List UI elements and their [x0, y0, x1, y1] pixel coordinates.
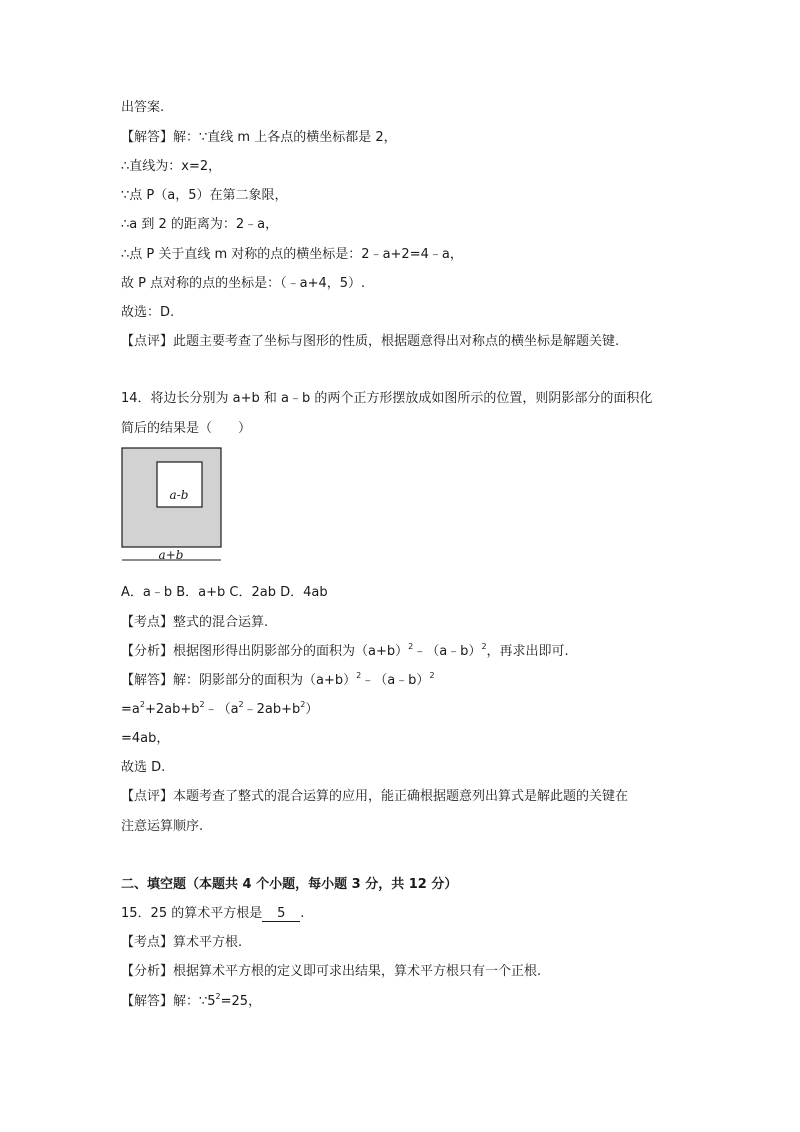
- text-line: 故选 D.: [121, 760, 166, 775]
- text-line: 【考点】算术平方根.: [121, 935, 243, 950]
- text-line: [121, 993, 261, 1011]
- superscript: 2: [408, 642, 414, 651]
- answer-options: A．a﹣b B．a+b C．2ab D．4ab: [121, 585, 328, 600]
- superscript: 2: [300, 700, 306, 709]
- text-segment: 【解答】解：∵5: [121, 994, 216, 1009]
- inner-square-label: a-b: [169, 488, 189, 502]
- text-line: 【点评】本题考查了整式的混合运算的应用，能正确根据题意列出算式是解此题的关键在: [121, 789, 629, 804]
- text-line: 注意运算顺序.: [121, 819, 204, 834]
- text-segment: ﹣（a﹣b）: [361, 673, 430, 688]
- text-line: ∴a 到 2 的距离为：2﹣a，: [121, 217, 279, 232]
- text-segment: 【分析】根据图形得出阴影部分的面积为（a+b）: [121, 644, 409, 659]
- superscript: 2: [429, 671, 435, 680]
- text-segment: .: [300, 906, 305, 921]
- text-segment: +2ab+b: [144, 702, 200, 717]
- question-15-stem: [121, 905, 304, 923]
- text-line: [121, 643, 569, 661]
- text-line: ∴直线为：x=2，: [121, 159, 222, 174]
- text-segment: 15．25 的算术平方根是: [121, 906, 263, 921]
- superscript: 2: [481, 642, 487, 651]
- text-line: 【分析】根据算术平方根的定义即可求出结果，算术平方根只有一个正根.: [121, 964, 542, 979]
- text-line: [121, 701, 318, 719]
- section-heading: 二、填空题（本题共 4 个小题，每小题 3 分，共 12 分）: [121, 877, 458, 892]
- text-line: 故 P 点对称的点的坐标是：（﹣a+4，5）.: [121, 276, 366, 291]
- text-line: 出答案.: [121, 100, 165, 115]
- text-line: 【考点】整式的混合运算.: [121, 615, 269, 630]
- text-segment: ）: [305, 702, 319, 717]
- superscript: 2: [215, 992, 221, 1001]
- question-14-stem: 14．将边长分别为 a+b 和 a﹣b 的两个正方形摆放成如图所示的位置，则阴影部分的面积化: [121, 391, 653, 406]
- superscript: 2: [139, 700, 145, 709]
- text-line: ∵点 P（a，5）在第二象限，: [121, 188, 288, 203]
- text-segment: ﹣（a: [204, 702, 239, 717]
- superscript: 2: [199, 700, 205, 709]
- answer-blank: 5: [262, 907, 300, 922]
- text-line: 【解答】解：∵直线 m 上各点的横坐标都是 2，: [121, 130, 397, 145]
- text-segment: ，再求出即可.: [486, 644, 569, 659]
- text-line: =4ab，: [121, 731, 170, 746]
- text-segment: =25，: [220, 994, 262, 1009]
- superscript: 2: [238, 700, 244, 709]
- outer-square-label: a+b: [158, 548, 184, 562]
- text-segment: ﹣2ab+b: [243, 702, 301, 717]
- text-segment: ﹣（a﹣b）: [413, 644, 482, 659]
- squares-figure: [121, 447, 225, 563]
- text-segment: 【解答】解：阴影部分的面积为（a+b）: [121, 673, 357, 688]
- text-segment: =a: [121, 702, 140, 717]
- superscript: 2: [356, 671, 362, 680]
- text-line: [121, 672, 435, 690]
- question-14-stem: 简后的结果是（ ）: [121, 421, 252, 436]
- text-line: 【点评】此题主要考查了坐标与图形的性质，根据题意得出对称点的横坐标是解题关键.: [121, 334, 620, 349]
- text-line: 故选：D.: [121, 305, 175, 320]
- text-line: ∴点 P 关于直线 m 对称的点的横坐标是：2﹣a+2=4﹣a，: [121, 247, 463, 262]
